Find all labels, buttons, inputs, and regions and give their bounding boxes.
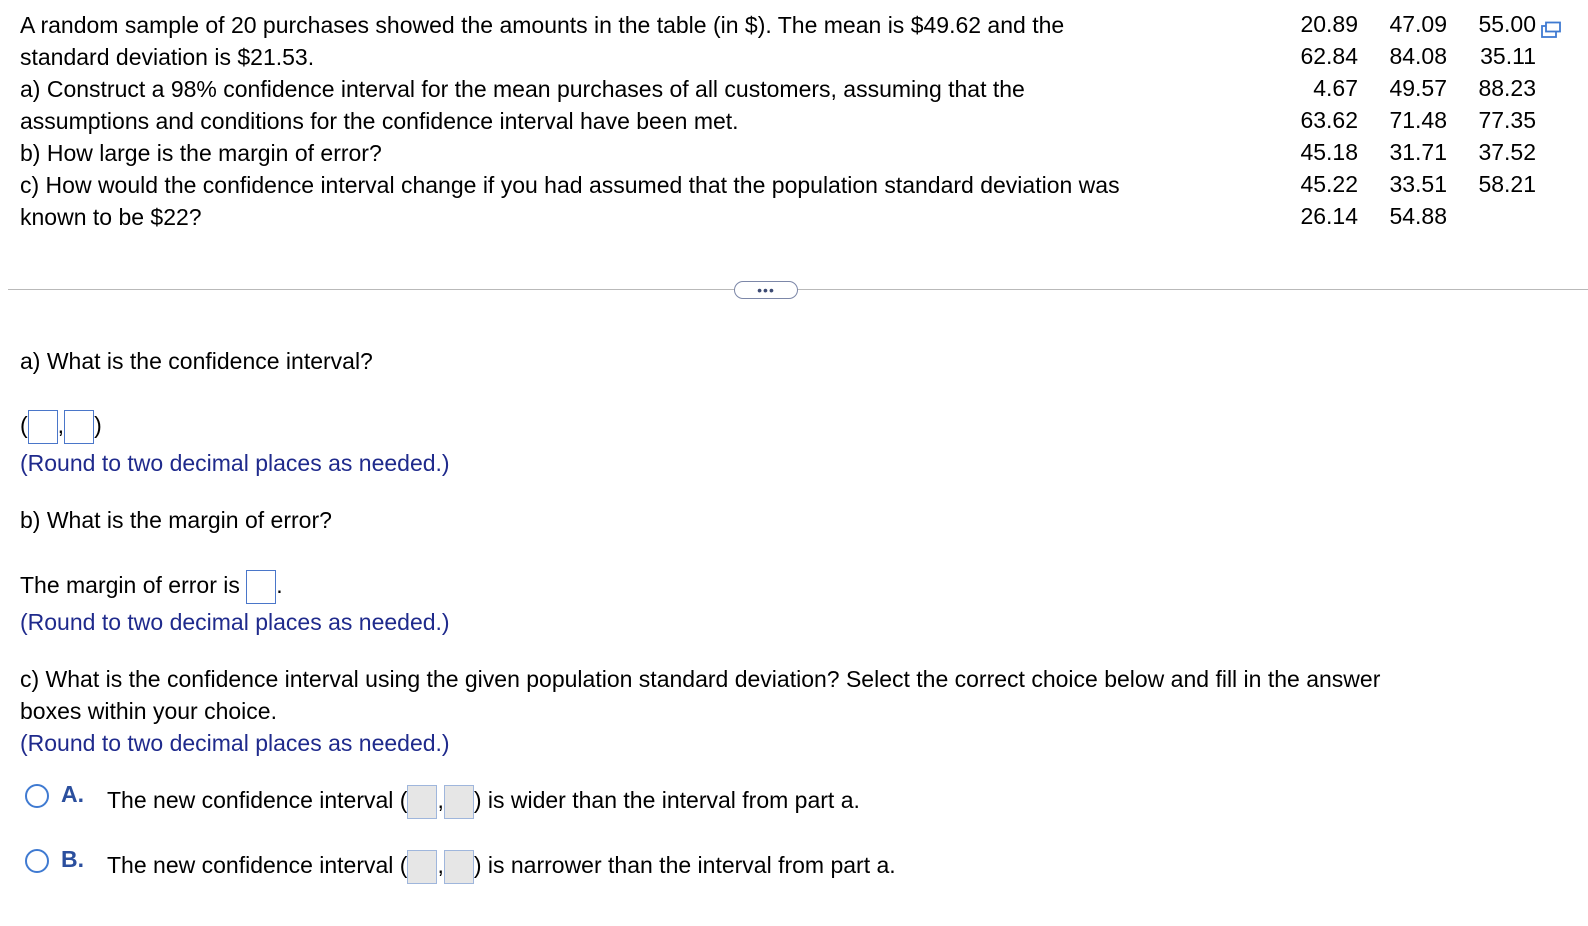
table-cell: 35.11 [1480, 43, 1536, 69]
close-paren: ) [94, 412, 102, 438]
ci-upper-input[interactable] [64, 410, 94, 444]
table-cell: 47.09 [1389, 11, 1447, 37]
comma: , [57, 412, 65, 438]
option-b-upper-input[interactable] [444, 850, 474, 884]
margin-of-error-input[interactable] [246, 570, 276, 604]
table-cell: 45.22 [1300, 171, 1358, 197]
option-a-lower-input[interactable] [407, 785, 437, 819]
problem-line: known to be $22? [20, 204, 202, 230]
option-a-text-row [107, 782, 860, 819]
table-cell: 62.84 [1300, 43, 1358, 69]
table-cell: 88.23 [1478, 75, 1536, 101]
table-cell [1447, 200, 1536, 232]
table-cell: 58.21 [1478, 171, 1536, 197]
table-cell: 55.00 [1478, 11, 1536, 37]
table-cell: 33.51 [1389, 171, 1447, 197]
table-row [1290, 72, 1536, 104]
part-a-hint: (Round to two decimal places as needed.) [20, 450, 450, 476]
table-cell: 77.35 [1478, 107, 1536, 133]
option-b-text-row [107, 847, 896, 884]
problem-line: A random sample of 20 purchases showed the amounts in the table (in $). The mean is $49.62 and the [20, 12, 1065, 38]
problem-line: standard deviation is $21.53. [20, 44, 315, 70]
part-c-question: c) What is the confidence interval using the given population standard deviation? Select the correct choice below and fill in the answer [20, 666, 1381, 692]
comma: , [437, 852, 444, 878]
purchase-data-table [1290, 8, 1536, 232]
table-cell: 54.88 [1389, 203, 1447, 229]
ci-lower-input[interactable] [28, 410, 58, 444]
table-cell: 49.57 [1389, 75, 1447, 101]
part-c-hint: (Round to two decimal places as needed.) [20, 730, 450, 756]
part-b-question: b) What is the margin of error? [20, 507, 332, 533]
option-b-radio[interactable] [25, 849, 49, 873]
comma: , [437, 787, 444, 813]
option-a-radio[interactable] [25, 784, 49, 808]
part-b-answer-row [20, 567, 283, 604]
problem-line: b) How large is the margin of error? [20, 140, 382, 166]
table-cell: 20.89 [1300, 11, 1358, 37]
margin-suffix: . [276, 572, 283, 598]
table-row [1290, 8, 1536, 40]
option-b-suffix: ) is narrower than the interval from part a. [473, 852, 896, 878]
open-paren: ( [20, 412, 28, 438]
part-b-hint: (Round to two decimal places as needed.) [20, 609, 450, 635]
option-a-upper-input[interactable] [444, 785, 474, 819]
popout-icon[interactable] [1541, 21, 1561, 39]
option-b-letter: B. [61, 846, 84, 872]
table-cell: 31.71 [1389, 139, 1447, 165]
table-row [1290, 104, 1536, 136]
option-a-suffix: ) is wider than the interval from part a. [473, 787, 860, 813]
table-cell: 26.14 [1300, 203, 1358, 229]
table-cell: 71.48 [1389, 107, 1447, 133]
option-a-prefix: The new confidence interval ( [107, 787, 408, 813]
problem-line: assumptions and conditions for the confidence interval have been met. [20, 108, 739, 134]
part-a-answer-row [20, 407, 102, 444]
problem-line: a) Construct a 98% confidence interval for the mean purchases of all customers, assuming that the [20, 76, 1025, 102]
table-cell: 45.18 [1300, 139, 1358, 165]
section-divider [8, 289, 1588, 290]
option-b-lower-input[interactable] [407, 850, 437, 884]
table-row [1290, 168, 1536, 200]
table-row [1290, 136, 1536, 168]
table-row [1290, 40, 1536, 72]
table-cell: 63.62 [1300, 107, 1358, 133]
part-a-question: a) What is the confidence interval? [20, 348, 373, 374]
table-row [1290, 200, 1536, 232]
table-cell: 4.67 [1313, 75, 1358, 101]
table-cell: 37.52 [1478, 139, 1536, 165]
table-cell: 84.08 [1389, 43, 1447, 69]
margin-prefix: The margin of error is [20, 572, 240, 598]
option-b-prefix: The new confidence interval ( [107, 852, 408, 878]
problem-line: c) How would the confidence interval change if you had assumed that the population standard deviation was [20, 172, 1120, 198]
option-a-letter: A. [61, 781, 84, 807]
part-c-question-cont: boxes within your choice. [20, 698, 277, 724]
more-button[interactable]: ••• [734, 281, 798, 299]
